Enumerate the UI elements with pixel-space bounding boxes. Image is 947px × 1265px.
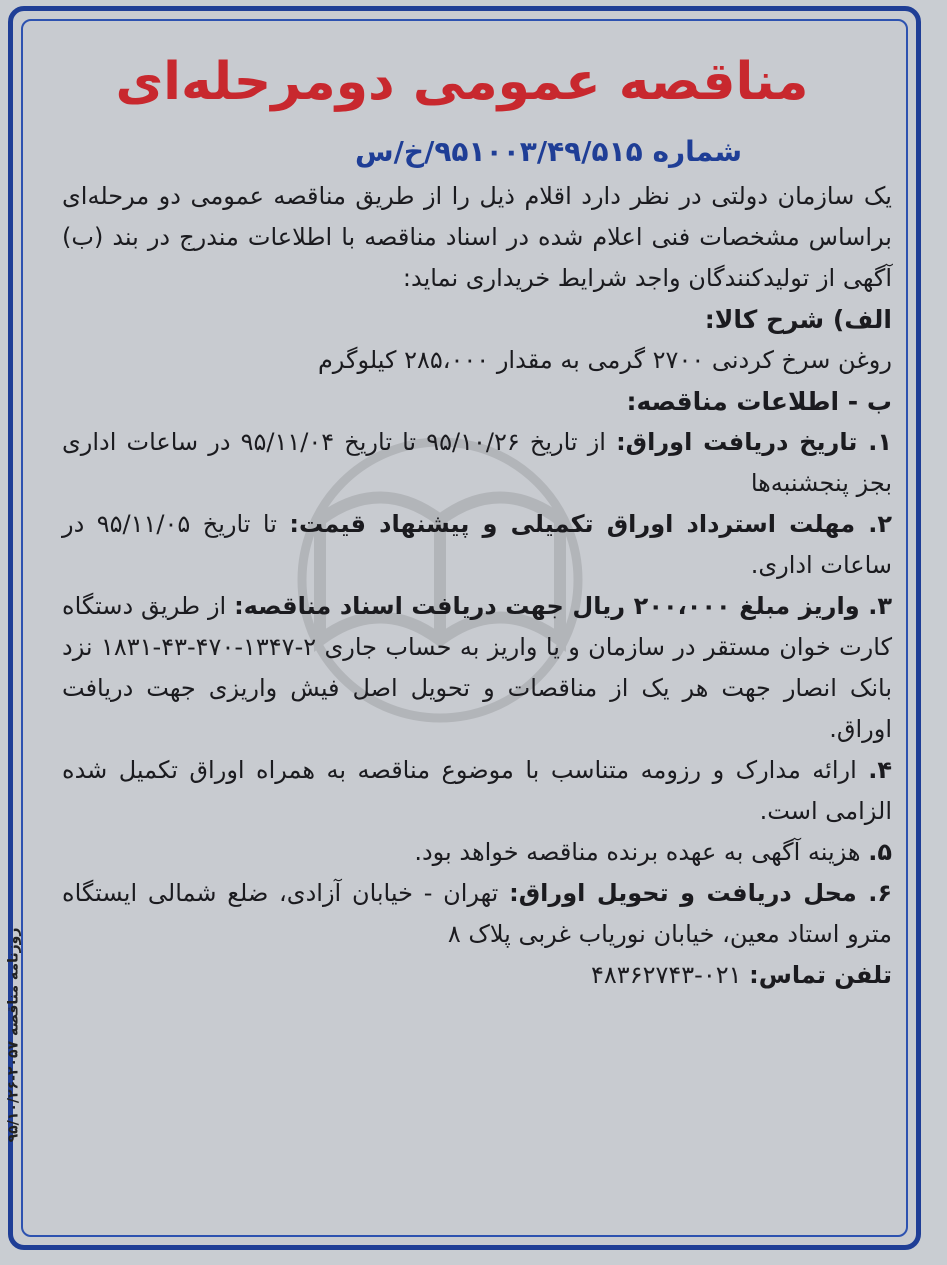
item-6-text: تهران - خیابان آزادی، ضلع شمالی ایستگاه مترو استاد معین، خیابان نوریاب غربی پلاک ۸ — [62, 879, 892, 948]
item-1-label: ۱. تاریخ دریافت اوراق: — [616, 428, 892, 456]
item-2 — [62, 504, 892, 586]
ad-title: مناقصه عمومی دومرحله‌ای — [115, 52, 809, 112]
item-5-text: هزینه آگهی به عهده برنده مناقصه خواهد بود. — [414, 838, 869, 866]
phone-number: ۰۲۱-۴۸۳۶۲۷۴۳ — [591, 961, 750, 989]
item-1-text: از تاریخ ۹۵/۱۰/۲۶ تا تاریخ ۹۵/۱۱/۰۴ در ساعات اداری بجز پنجشنبه‌ها — [62, 428, 892, 497]
item-3 — [62, 586, 892, 750]
item-4-text: ارائه مدارک و رزومه متناسب با موضوع مناقصه به همراه اوراق تکمیل شده الزامی است. — [62, 756, 892, 825]
item-5-label: ۵. — [868, 838, 892, 866]
item-4 — [62, 750, 892, 832]
goods-description: روغن سرخ کردنی ۲۷۰۰ گرمی به مقدار ۲۸۵،۰۰۰ کیلوگرم — [317, 346, 892, 374]
item-2-text: تا تاریخ ۹۵/۱۱/۰۵ در ساعات اداری. — [62, 510, 892, 579]
item-6-label: ۶. محل دریافت و تحویل اوراق: — [509, 879, 893, 907]
item-6 — [62, 873, 892, 955]
item-3-text: از طریق دستگاه کارت خوان مستقر در سازمان و یا واریز به حساب جاری ۲-۱۳۴۷-۴۷۰-۴۳-۱۸۳۱ نزد بانک انصار جهت هر یک از مناقصات و تحویل اصل فیش واریزی جهت دریافت اوراق. — [62, 592, 892, 743]
side-caption-text: روزنامه مناقصه ۲۰۵۷-۹۵/۱۰/۲۶ — [5, 927, 21, 1143]
item-4-label: ۴. — [868, 756, 892, 784]
section-b-heading: ب - اطلاعات مناقصه: — [626, 387, 892, 416]
item-1 — [62, 422, 892, 504]
intro-paragraph: یک سازمان دولتی در نظر دارد اقلام ذیل را از طریق مناقصه عمومی دو مرحله‌ای براساس مشخصات فنی اعلام شده در اسناد مناقصه با اطلاعات مندرج در بند (ب) آگهی از تولیدکنندگان واجد شرایط خریداری نماید: — [62, 182, 892, 292]
ad-content — [62, 40, 892, 996]
tender-number: شماره ۹۵۱۰۰۳/۴۹/۵۱۵/خ/س — [355, 135, 742, 168]
phone-label: تلفن تماس: — [749, 961, 892, 989]
section-a-heading: الف) شرح کالا: — [704, 305, 892, 334]
item-2-label: ۲. مهلت استرداد اوراق تکمیلی و پیشنهاد قیمت: — [289, 510, 892, 538]
side-caption — [0, 855, 26, 1215]
item-5 — [62, 832, 892, 873]
phone-line — [62, 955, 892, 996]
item-3-label: ۳. واریز مبلغ ۲۰۰،۰۰۰ ریال جهت دریافت اسناد مناقصه: — [234, 592, 892, 620]
